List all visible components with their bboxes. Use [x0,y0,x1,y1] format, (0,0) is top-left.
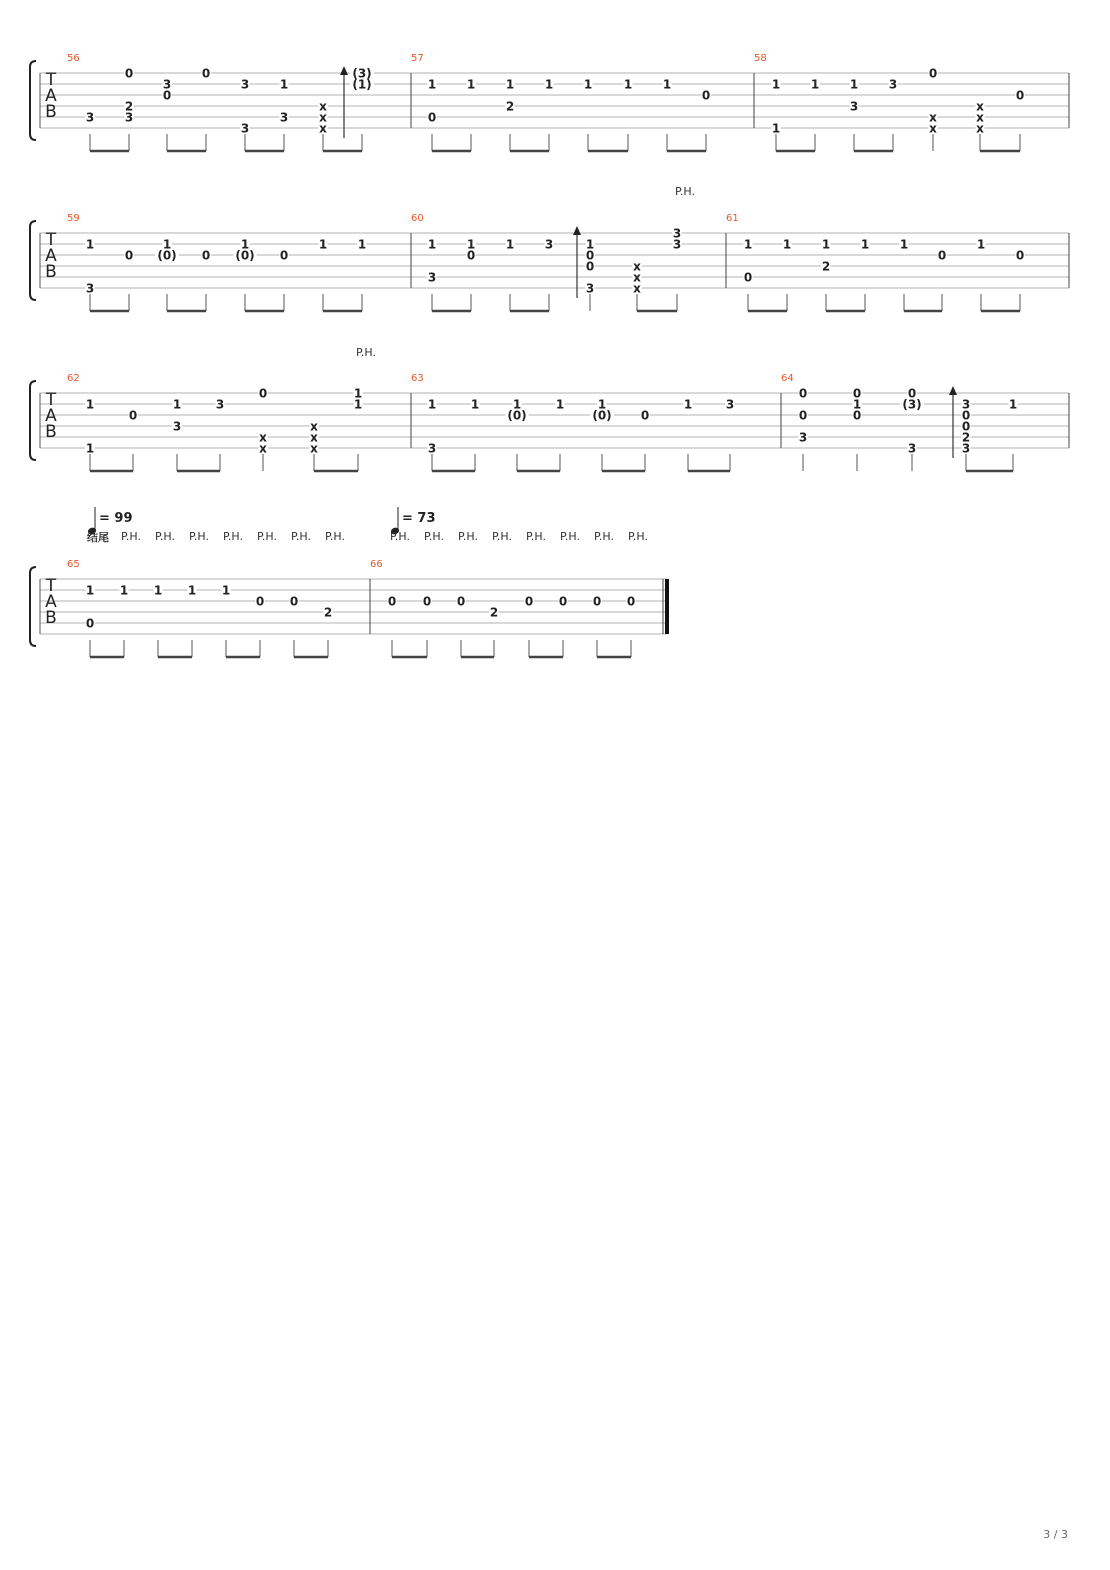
fret-number: 3 [907,441,917,456]
fret-number: (1) [352,77,372,92]
fret-number: 1 [544,77,554,92]
fret-number: 0 [961,408,971,423]
fret-number: 0 [928,66,938,81]
fret-number: 1 [1008,397,1018,412]
fret-number: 3 [672,237,682,252]
dead-note: x [633,259,641,274]
measure-number: 56 [67,53,80,64]
measure-number: 65 [67,559,80,570]
fret-number: 0 [1015,88,1025,103]
dead-note: x [319,110,327,125]
dead-note: x [259,430,267,445]
fret-number: 1 [512,397,522,412]
fret-number: 1 [505,237,515,252]
fret-number: 0 [162,88,172,103]
system-bracket [30,221,36,300]
fret-number: 1 [427,237,437,252]
notation-text [67,53,1024,631]
system-bracket [30,381,36,460]
fret-number: 2 [505,99,515,114]
fret-number: 0 [456,594,466,609]
tempo-bpm: = 73 [402,511,436,526]
measure-number: 66 [370,559,383,570]
fret-number: 0 [279,248,289,263]
system-bracket [30,567,36,646]
dead-note: x [310,441,318,456]
fret-number: 0 [427,110,437,125]
tab-clef-letter: A [45,86,57,106]
palm-harmonic-label: P.H. [675,185,695,198]
dead-note: x [633,281,641,296]
fret-number: (3) [902,397,922,412]
fret-number: 0 [585,259,595,274]
fret-number: 1 [623,77,633,92]
tab-clef-letter: B [45,422,57,442]
dead-note: x [310,430,318,445]
tab-clef-letter: A [45,246,57,266]
dead-note: x [319,99,327,114]
dead-note: x [976,121,984,136]
palm-harmonic-label: P.H. [560,530,580,543]
fret-number: 2 [489,605,499,620]
fret-number: 1 [153,583,163,598]
tab-clef-letter: T [45,70,57,90]
dead-note: x [976,99,984,114]
tab-clef-letter: B [45,608,57,628]
fret-number: 1 [427,397,437,412]
fret-number: (0) [157,248,177,263]
fret-number: 1 [771,77,781,92]
fret-number: 1 [85,583,95,598]
fret-number: 0 [524,594,534,609]
fret-number: 1 [119,583,129,598]
fret-number: 1 [976,237,986,252]
fret-number: 3 [85,281,95,296]
fret-number: 1 [85,237,95,252]
palm-harmonic-label: P.H. [155,530,175,543]
palm-harmonic-label: P.H. [458,530,478,543]
dead-note: x [929,110,937,125]
fret-number: 1 [683,397,693,412]
staff-system-4 [30,567,667,646]
tempo-bpm: = 99 [99,511,133,526]
fret-number: 1 [466,237,476,252]
fret-number: 1 [662,77,672,92]
measure-number: 57 [411,53,424,64]
fret-number: 1 [743,237,753,252]
fret-number: 3 [124,110,134,125]
staff-system-1 [30,61,1069,140]
fret-number: 2 [961,430,971,445]
fret-number: 1 [279,77,289,92]
strum-arrow-icon [573,226,581,235]
dead-note: x [976,110,984,125]
tab-clef-letter: T [45,390,57,410]
fret-number: 3 [849,99,859,114]
fret-number: 0 [585,248,595,263]
section-label: 结尾 [87,531,109,544]
fret-number: 2 [821,259,831,274]
fret-number: 1 [555,397,565,412]
fret-number: 3 [888,77,898,92]
palm-harmonic-label: P.H. [325,530,345,543]
palm-harmonic-label: P.H. [628,530,648,543]
fret-number: 1 [187,583,197,598]
fret-number: 1 [221,583,231,598]
fret-number: 2 [124,99,134,114]
fret-number: 0 [907,386,917,401]
fret-number: 1 [899,237,909,252]
fret-number: 0 [85,616,95,631]
fret-number: 0 [258,386,268,401]
fret-number: 0 [743,270,753,285]
fret-number: 1 [85,397,95,412]
fret-number: 1 [585,237,595,252]
fret-number: 0 [422,594,432,609]
staff-system-2 [30,221,1069,300]
fret-number: 3 [672,226,682,241]
fret-number: 1 [583,77,593,92]
fret-number: 1 [85,441,95,456]
fret-number: 0 [128,408,138,423]
fret-number: 0 [592,594,602,609]
palm-harmonic-label: P.H. [390,530,410,543]
fret-number: 1 [505,77,515,92]
fret-number: 1 [162,237,172,252]
fret-number: (0) [235,248,255,263]
fret-number: 3 [240,77,250,92]
fret-number: 0 [124,248,134,263]
dead-note: x [633,270,641,285]
fret-number: 1 [860,237,870,252]
fret-number: 3 [85,110,95,125]
fret-number: 1 [318,237,328,252]
fret-number: 3 [725,397,735,412]
fret-number: 1 [597,397,607,412]
tab-clef-letter: T [45,576,57,596]
dead-note: x [319,121,327,136]
fret-number: 1 [353,386,363,401]
fret-number: 0 [1015,248,1025,263]
fret-number: 1 [849,77,859,92]
measure-number: 58 [754,53,767,64]
fret-number: 3 [961,397,971,412]
fret-number: 1 [810,77,820,92]
fret-number: 3 [585,281,595,296]
fret-number: 0 [201,66,211,81]
strum-arrow-icon [949,386,957,395]
notation-marks [85,66,1024,657]
fret-number: 3 [162,77,172,92]
dead-note: x [929,121,937,136]
tab-clef-letter: T [45,230,57,250]
palm-harmonic-label: P.H. [257,530,277,543]
fret-number: (0) [592,408,612,423]
fret-number: 3 [544,237,554,252]
measure-number: 61 [726,213,739,224]
measure-number: 60 [411,213,424,224]
fret-number: 1 [470,397,480,412]
measure-number: 59 [67,213,80,224]
fret-number: 0 [558,594,568,609]
measure-number: 63 [411,373,424,384]
fret-number: 1 [821,237,831,252]
fret-number: 3 [215,397,225,412]
fret-number: 0 [201,248,211,263]
fret-number: 1 [240,237,250,252]
palm-harmonic-label: P.H. [424,530,444,543]
page-number: 3 / 3 [1043,1528,1068,1541]
tab-clef-letter: A [45,406,57,426]
fret-number: 1 [427,77,437,92]
fret-number: 3 [240,121,250,136]
fret-number: (3) [352,66,372,81]
palm-harmonic-label: P.H. [492,530,512,543]
fret-number: (0) [507,408,527,423]
fret-number: 0 [255,594,265,609]
measure-number: 62 [67,373,80,384]
system-bracket [30,61,36,140]
fret-number: 1 [357,237,367,252]
tab-clef-letter: A [45,592,57,612]
palm-harmonic-label: P.H. [356,346,376,359]
tab-clef-letter: B [45,262,57,282]
fret-number: 0 [937,248,947,263]
palm-harmonic-label: P.H. [121,530,141,543]
measure-number: 64 [781,373,794,384]
fret-number: 0 [798,408,808,423]
fret-number: 3 [427,441,437,456]
fret-number: 0 [387,594,397,609]
fret-number: 0 [466,248,476,263]
fret-number: 3 [279,110,289,125]
fret-number: 1 [852,397,862,412]
fret-number: 3 [172,419,182,434]
fret-number: 0 [798,386,808,401]
fret-number: 0 [626,594,636,609]
fret-number: 3 [427,270,437,285]
fret-number: 1 [771,121,781,136]
fret-number: 1 [466,77,476,92]
fret-number: 0 [124,66,134,81]
fret-number: 0 [852,408,862,423]
fret-number: 0 [289,594,299,609]
dead-note: x [259,441,267,456]
fret-number: 3 [798,430,808,445]
fret-number: 2 [323,605,333,620]
palm-harmonic-label: P.H. [526,530,546,543]
tab-clef-letter: B [45,102,57,122]
fret-number: 3 [961,441,971,456]
fret-number: 1 [172,397,182,412]
palm-harmonic-label: P.H. [594,530,614,543]
dead-note: x [310,419,318,434]
fret-number: 0 [852,386,862,401]
fret-number: 1 [782,237,792,252]
fret-number: 0 [961,419,971,434]
fret-number: 0 [640,408,650,423]
palm-harmonic-label: P.H. [291,530,311,543]
palm-harmonic-label: P.H. [223,530,243,543]
strum-arrow-icon [340,66,348,75]
fret-number: 0 [701,88,711,103]
fret-number: 1 [353,397,363,412]
palm-harmonic-label: P.H. [189,530,209,543]
